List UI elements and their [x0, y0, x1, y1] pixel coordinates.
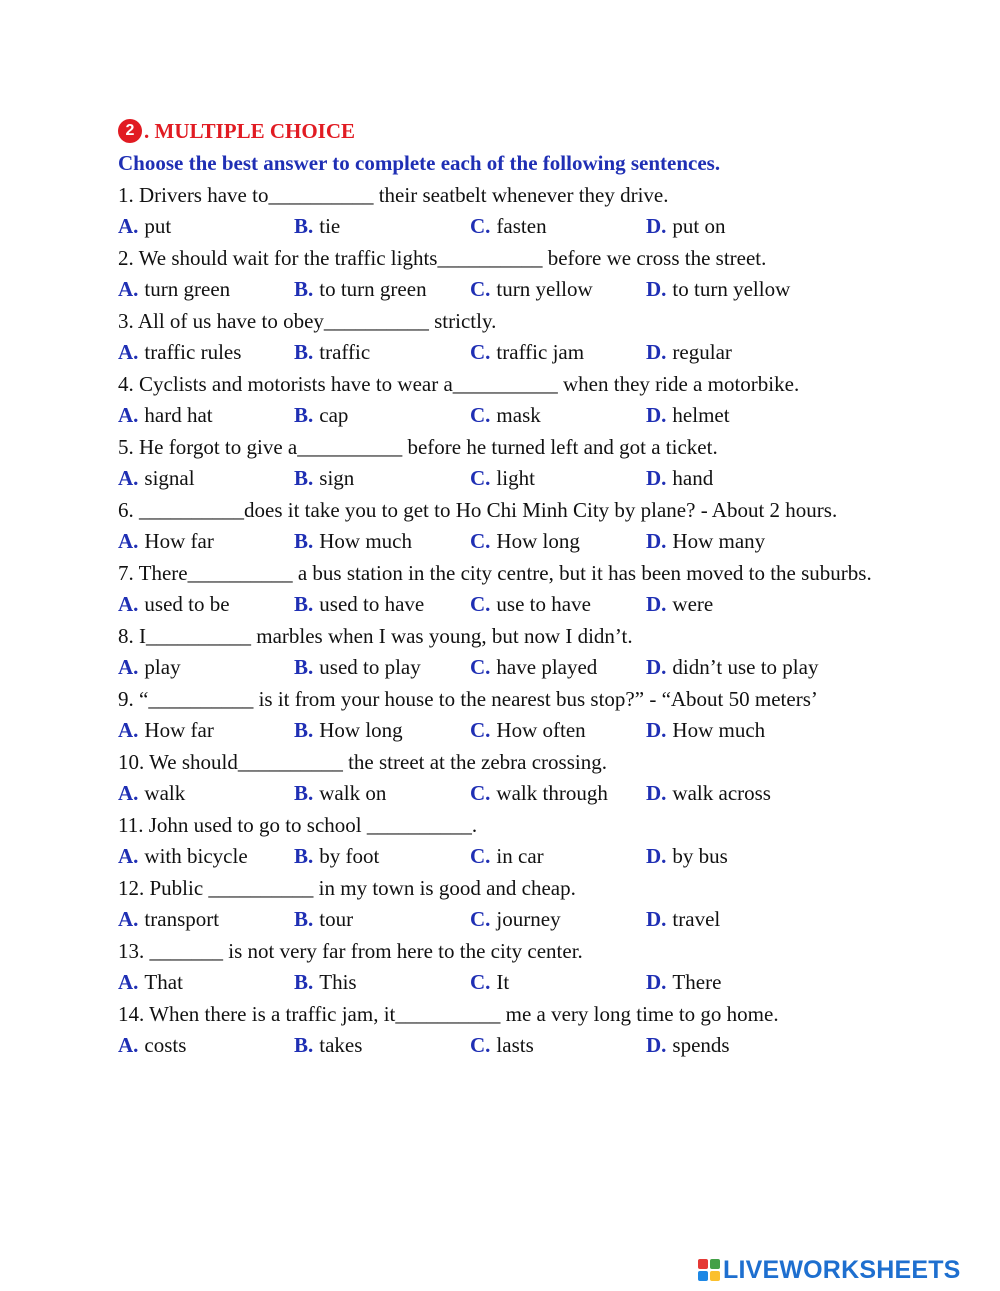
option-letter: A. [118, 718, 139, 742]
answer-option[interactable] [470, 778, 646, 810]
option-text: by bus [672, 844, 728, 868]
option-text: turn yellow [496, 277, 593, 301]
option-text: didn’t use to play [672, 655, 819, 679]
option-letter: D. [646, 907, 667, 931]
option-text: signal [144, 466, 195, 490]
option-letter: A. [118, 907, 139, 931]
option-text: How long [319, 718, 403, 742]
answer-option[interactable] [470, 463, 646, 495]
question-text: 6. __________does it take you to get to Ho Chi Minh City by plane? - About 2 hours. [118, 497, 838, 522]
answer-option[interactable] [294, 274, 470, 306]
answer-option[interactable] [118, 715, 294, 747]
option-text: light [496, 466, 535, 490]
option-text: That [144, 970, 183, 994]
option-text: play [144, 655, 181, 679]
option-letter: A. [118, 340, 139, 364]
section-number-badge: 2 [118, 119, 142, 143]
answer-option[interactable] [646, 778, 896, 810]
options-row [118, 778, 918, 810]
answer-option[interactable] [646, 904, 896, 936]
option-text: transport [144, 907, 220, 931]
option-text: use to have [496, 592, 591, 616]
option-letter: B. [294, 592, 314, 616]
question-text: 14. When there is a traffic jam, it__________ me a very long time to go home. [118, 1001, 779, 1026]
option-text: How long [496, 529, 580, 553]
option-text: cap [319, 403, 349, 427]
answer-option[interactable] [118, 1030, 294, 1062]
option-text: How far [144, 529, 214, 553]
option-text: How often [496, 718, 586, 742]
option-text: in car [496, 844, 544, 868]
option-text: have played [496, 655, 598, 679]
option-text: used to have [319, 592, 425, 616]
answer-option[interactable] [294, 715, 470, 747]
option-letter: A. [118, 655, 139, 679]
option-letter: B. [294, 403, 314, 427]
option-text: tour [319, 907, 354, 931]
option-letter: B. [294, 970, 314, 994]
option-letter: D. [646, 1033, 667, 1057]
option-text: to turn yellow [672, 277, 791, 301]
answer-option[interactable] [294, 463, 470, 495]
option-letter: B. [294, 718, 314, 742]
answer-option[interactable] [646, 400, 896, 432]
option-letter: B. [294, 1033, 314, 1057]
answer-option[interactable] [118, 778, 294, 810]
question-text: 10. We should__________ the street at the zebra crossing. [118, 749, 607, 774]
section-title [118, 114, 918, 148]
option-letter: A. [118, 277, 139, 301]
answer-option[interactable] [646, 463, 896, 495]
logo-block [698, 1271, 708, 1281]
answer-option[interactable] [294, 967, 470, 999]
option-letter: A. [118, 466, 139, 490]
answer-option[interactable] [118, 589, 294, 621]
options-row [118, 715, 918, 747]
answer-option[interactable] [294, 1030, 470, 1062]
question-text: 8. I__________ marbles when I was young, but now I didn’t. [118, 623, 633, 648]
answer-option[interactable] [470, 715, 646, 747]
options-row [118, 274, 918, 306]
answer-option[interactable] [294, 778, 470, 810]
option-letter: C. [470, 844, 491, 868]
option-text: lasts [496, 1033, 534, 1057]
option-text: journey [496, 907, 561, 931]
option-text: How much [319, 529, 413, 553]
liveworksheets-logo [698, 1254, 961, 1286]
answer-option[interactable] [118, 337, 294, 369]
question-text: 3. All of us have to obey__________ strictly. [118, 308, 497, 333]
option-text: helmet [672, 403, 730, 427]
answer-option[interactable] [294, 337, 470, 369]
option-letter: A. [118, 781, 139, 805]
options-row [118, 967, 918, 999]
option-letter: B. [294, 277, 314, 301]
answer-option[interactable] [118, 463, 294, 495]
option-letter: B. [294, 907, 314, 931]
option-letter: C. [470, 466, 491, 490]
option-text: How much [672, 718, 766, 742]
option-text: to turn green [319, 277, 427, 301]
question-text: 11. John used to go to school __________. [118, 812, 478, 837]
options-row [118, 337, 918, 369]
logo-block [698, 1259, 708, 1269]
logo-block [710, 1271, 720, 1281]
answer-option[interactable] [118, 652, 294, 684]
option-letter: C. [470, 718, 491, 742]
option-letter: C. [470, 781, 491, 805]
answer-option[interactable] [294, 211, 470, 243]
option-letter: D. [646, 529, 667, 553]
option-letter: C. [470, 592, 491, 616]
option-letter: C. [470, 340, 491, 364]
option-letter: D. [646, 340, 667, 364]
answer-option[interactable] [646, 274, 896, 306]
option-letter: D. [646, 592, 667, 616]
option-letter: B. [294, 340, 314, 364]
options-row [118, 211, 918, 243]
option-text: travel [672, 907, 721, 931]
worksheet [118, 114, 918, 1062]
answer-option[interactable] [470, 400, 646, 432]
answer-option[interactable] [294, 400, 470, 432]
option-letter: D. [646, 655, 667, 679]
options-row [118, 652, 918, 684]
option-text: It [496, 970, 510, 994]
answer-option[interactable] [118, 526, 294, 558]
option-letter: A. [118, 1033, 139, 1057]
answer-option[interactable] [470, 211, 646, 243]
logo-block [710, 1259, 720, 1269]
option-letter: D. [646, 844, 667, 868]
answer-option[interactable] [470, 589, 646, 621]
answer-option[interactable] [646, 967, 896, 999]
answer-option[interactable] [294, 904, 470, 936]
option-letter: C. [470, 1033, 491, 1057]
answer-option[interactable] [646, 211, 896, 243]
answer-option[interactable] [470, 526, 646, 558]
question-text: 5. He forgot to give a__________ before he turned left and got a ticket. [118, 434, 718, 459]
answer-option[interactable] [118, 211, 294, 243]
option-text: traffic [319, 340, 371, 364]
answer-option[interactable] [470, 337, 646, 369]
question-list [118, 180, 918, 1062]
option-text: traffic rules [144, 340, 242, 364]
option-text: There [672, 970, 722, 994]
options-row [118, 1030, 918, 1062]
option-letter: D. [646, 466, 667, 490]
options-row [118, 526, 918, 558]
answer-option[interactable] [470, 967, 646, 999]
option-letter: A. [118, 970, 139, 994]
option-letter: B. [294, 655, 314, 679]
option-letter: B. [294, 466, 314, 490]
option-text: tie [319, 214, 341, 238]
question-text: 9. “__________ is it from your house to the nearest bus stop?” - “About 50 meters’ [118, 686, 818, 711]
option-letter: D. [646, 403, 667, 427]
answer-option[interactable] [294, 841, 470, 873]
option-letter: A. [118, 844, 139, 868]
option-letter: A. [118, 214, 139, 238]
answer-option[interactable] [646, 715, 896, 747]
option-text: costs [144, 1033, 187, 1057]
answer-option[interactable] [646, 589, 896, 621]
option-text: hard hat [144, 403, 213, 427]
answer-option[interactable] [118, 400, 294, 432]
option-text: put on [672, 214, 726, 238]
answer-option[interactable] [118, 904, 294, 936]
answer-option[interactable] [470, 1030, 646, 1062]
option-letter: D. [646, 781, 667, 805]
option-letter: C. [470, 655, 491, 679]
option-text: spends [672, 1033, 730, 1057]
question-text: 4. Cyclists and motorists have to wear a__________ when they ride a motorbike. [118, 371, 800, 396]
option-text: How many [672, 529, 766, 553]
options-row [118, 589, 918, 621]
option-text: put [144, 214, 172, 238]
option-text: walk [144, 781, 186, 805]
option-letter: C. [470, 277, 491, 301]
answer-option[interactable] [294, 589, 470, 621]
answer-option[interactable] [470, 904, 646, 936]
option-text: with bicycle [144, 844, 248, 868]
option-letter: D. [646, 277, 667, 301]
option-letter: B. [294, 781, 314, 805]
answer-option[interactable] [118, 967, 294, 999]
answer-option[interactable] [646, 1030, 896, 1062]
question-text: 13. _______ is not very far from here to the city center. [118, 938, 583, 963]
option-text: were [672, 592, 714, 616]
question-text: 12. Public __________ in my town is good and cheap. [118, 875, 576, 900]
question-text: 7. There__________ a bus station in the city centre, but it has been moved to the suburbs. [118, 560, 872, 585]
option-text: walk through [496, 781, 608, 805]
options-row [118, 841, 918, 873]
option-letter: C. [470, 214, 491, 238]
option-letter: A. [118, 529, 139, 553]
option-letter: B. [294, 529, 314, 553]
logo-text: LIVEWORKSHEETS [723, 1255, 961, 1284]
question-text: 1. Drivers have to__________ their seatbelt whenever they drive. [118, 182, 669, 207]
option-letter: B. [294, 214, 314, 238]
option-text: takes [319, 1033, 363, 1057]
option-text: mask [496, 403, 541, 427]
answer-option[interactable] [646, 337, 896, 369]
logo-blocks-icon [698, 1259, 720, 1281]
option-text: used to play [319, 655, 421, 679]
option-letter: C. [470, 403, 491, 427]
options-row [118, 400, 918, 432]
question-text: 2. We should wait for the traffic lights__________ before we cross the street. [118, 245, 767, 270]
option-letter: D. [646, 970, 667, 994]
option-text: sign [319, 466, 355, 490]
option-text: fasten [496, 214, 547, 238]
answer-option[interactable] [470, 841, 646, 873]
options-row [118, 463, 918, 495]
option-letter: A. [118, 403, 139, 427]
option-text: traffic jam [496, 340, 585, 364]
option-letter: C. [470, 529, 491, 553]
answer-option[interactable] [294, 652, 470, 684]
options-row [118, 904, 918, 936]
answer-option[interactable] [646, 841, 896, 873]
option-text: walk across [672, 781, 771, 805]
answer-option[interactable] [646, 526, 896, 558]
option-letter: D. [646, 214, 667, 238]
answer-option[interactable] [646, 652, 896, 684]
instruction-text: Choose the best answer to complete each of the following sentences. [118, 151, 721, 175]
option-letter: C. [470, 970, 491, 994]
option-letter: D. [646, 718, 667, 742]
option-text: used to be [144, 592, 230, 616]
option-text: This [319, 970, 357, 994]
answer-option[interactable] [118, 841, 294, 873]
answer-option[interactable] [118, 274, 294, 306]
option-letter: A. [118, 592, 139, 616]
option-letter: C. [470, 907, 491, 931]
option-text: regular [672, 340, 732, 364]
option-letter: B. [294, 844, 314, 868]
option-text: by foot [319, 844, 380, 868]
answer-option[interactable] [470, 652, 646, 684]
section-title-text: . MULTIPLE CHOICE [144, 118, 356, 143]
option-text: How far [144, 718, 214, 742]
option-text: hand [672, 466, 714, 490]
answer-option[interactable] [294, 526, 470, 558]
option-text: turn green [144, 277, 231, 301]
answer-option[interactable] [470, 274, 646, 306]
option-text: walk on [319, 781, 387, 805]
